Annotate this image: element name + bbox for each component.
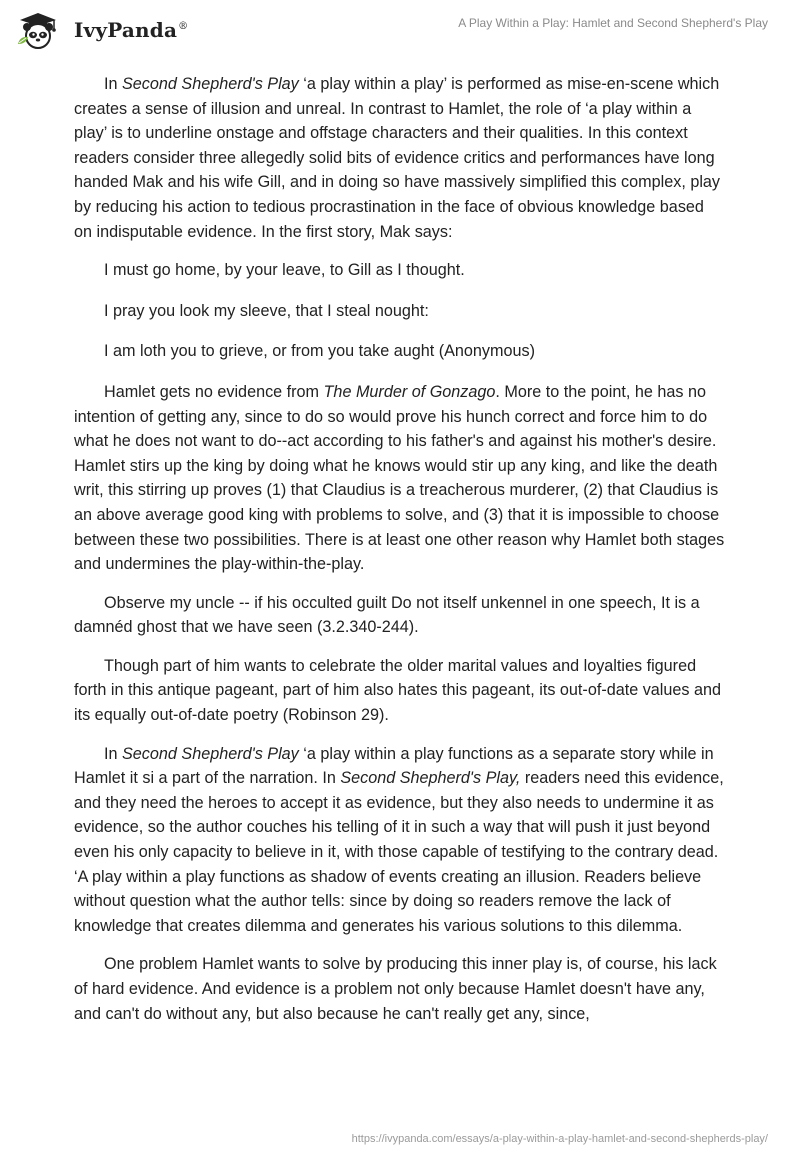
paragraph-3: Observe my uncle -- if his occulted guilt Do not itself unkennel in one speech, It is a damnéd ghost that we have seen (3.2.340-244). bbox=[74, 593, 700, 637]
play-title: Second Shepherd's Play bbox=[122, 75, 299, 93]
paragraph-1: In Second Shepherd's Play ‘a play within a play’ is performed as mise-en-scene which creates a sense of illusion and unreal. In contrast to Hamlet, the role of ‘a play within a play’ is to underline onstage and offstage characters and their qualities. In this context readers consider three allegedly solid bits of evidence critics and performances have long handed Mak and his wife Gill, and in doing so have massively simplified this complex, play by reducing his action to tedious procrastination in the face of obvious knowledge based on indisputable evidence. In the first story, Mak says: bbox=[74, 75, 721, 241]
paragraph-6: One problem Hamlet wants to solve by producing this inner play is, of course, his lack of hard evidence. And evidence is a problem not only because Hamlet doesn't have any, and can't do without any, but also because he can't really get any, since, bbox=[74, 955, 717, 1023]
page-header bbox=[0, 0, 800, 60]
play-title: Second Shepherd's Play, bbox=[340, 769, 521, 788]
source-url[interactable]: https://ivypanda.com/essays/a-play-within-a-play-hamlet-and-second-shepherds-play/ bbox=[351, 1133, 768, 1145]
paragraph-4: Though part of him wants to celebrate the older marital values and loyalties figured forth in this antique pageant, part of him also hates this pageant, its out-of-date values and its equally out-of-date poetry (Robinson 29). bbox=[74, 656, 722, 725]
paragraph-2: Hamlet gets no evidence from The Murder of Gonzago. More to the point, he has no intention of getting any, since to do so would prove his hunch correct and force him to do what he does not want to do--act according to his father's and against his mother's desire. Hamlet stirs up the king by doing what he knows would stir up any king, and like the death writ, this stirring up proves (1) that Claudius is a treacherous murderer, (2) that Claudius is an above average good king with problems to solve, and (3) that it is impossible to choose between these two possibilities. There is at least one other reason why Hamlet both stages and undermines the play-within-the-play. bbox=[74, 382, 725, 574]
quote-line-3: I am loth you to grieve, or from you take aught (Anonymous) bbox=[104, 342, 535, 361]
paragraph-5: In Second Shepherd's Play ‘a play within a play functions as a separate story while in Hamlet it si a part of the narration. In Second Shepherd's Play, readers need this evidence, and they need the heroes to accept it as evidence, but they also needs to undermine it as evidence, so the author couches his telling of it in such a way that will push it just beyond even his only capacity to believe in it, with those capable of testifying to the contrary dead. ‘A play within a play functions as shadow of events creating an illusion. Readers believe without question what the author tells: since by doing so readers remove the lack of knowledge that creates dilemma and generates his various solutions to this dilemma. bbox=[74, 744, 724, 935]
essay-body bbox=[74, 72, 726, 1040]
logo-text: IvyPanda® bbox=[74, 18, 189, 42]
quote-line-2: I pray you look my sleeve, that I steal nought: bbox=[104, 301, 429, 320]
play-title: The Murder of Gonzago bbox=[323, 382, 496, 401]
document-title: A Play Within a Play: Hamlet and Second Shepherd's Play bbox=[458, 16, 768, 30]
quote-line-1: I must go home, by your leave, to Gill as I thought. bbox=[104, 261, 465, 280]
ivypanda-logo[interactable] bbox=[14, 10, 188, 50]
registered-mark: ® bbox=[178, 21, 189, 33]
play-title: Second Shepherd's Play bbox=[122, 744, 299, 763]
panda-graduate-icon bbox=[14, 10, 68, 50]
